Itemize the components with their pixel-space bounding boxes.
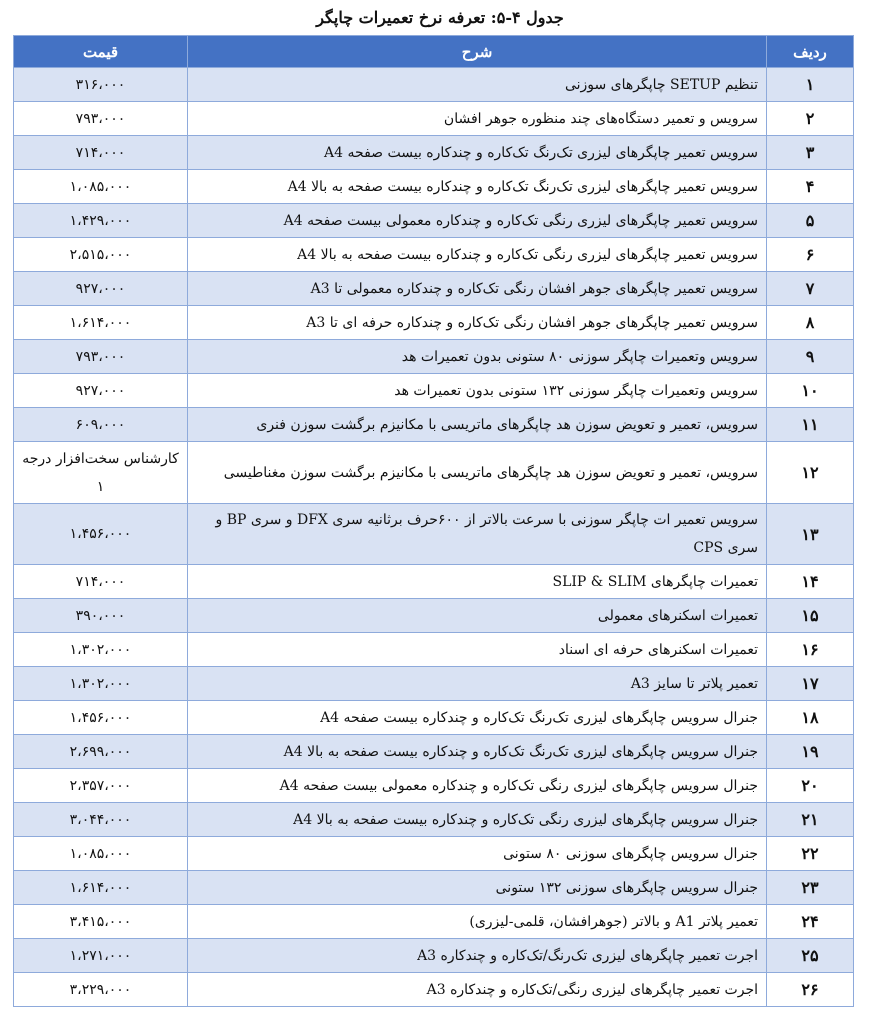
row-number: ۲۴ bbox=[767, 905, 854, 939]
table-row bbox=[14, 102, 854, 136]
table-row bbox=[14, 565, 854, 599]
row-price: ۱،۳۰۲،۰۰۰ bbox=[14, 667, 188, 701]
table-row bbox=[14, 306, 854, 340]
header-row-number: ردیف bbox=[767, 36, 854, 68]
row-number: ۲ bbox=[767, 102, 854, 136]
row-number: ۱۳ bbox=[767, 504, 854, 565]
row-number: ۲۵ bbox=[767, 939, 854, 973]
row-number: ۲۶ bbox=[767, 973, 854, 1007]
row-description: جنرال سرویس چاپگرهای لیزری تک‌رنگ تک‌کاره و چندکاره بیست صفحه به بالا A4 bbox=[188, 735, 767, 769]
row-description: سرویس تعمیر چاپگرهای جوهر افشان رنگی تک‌کاره و چندکاره حرفه ای تا A3 bbox=[188, 306, 767, 340]
row-number: ۱۹ bbox=[767, 735, 854, 769]
row-description: تنظیم SETUP چاپگرهای سوزنی bbox=[188, 68, 767, 102]
row-number: ۱۰ bbox=[767, 374, 854, 408]
row-number: ۱ bbox=[767, 68, 854, 102]
row-description: جنرال سرویس چاپگرهای سوزنی ۱۳۲ ستونی bbox=[188, 871, 767, 905]
table-row bbox=[14, 973, 854, 1007]
table-caption: جدول ۴-۵: تعرفه نرخ تعمیرات چاپگر bbox=[316, 8, 564, 27]
row-price: ۹۲۷،۰۰۰ bbox=[14, 272, 188, 306]
row-number: ۱۴ bbox=[767, 565, 854, 599]
header-row bbox=[14, 36, 854, 68]
row-price: ۶۰۹،۰۰۰ bbox=[14, 408, 188, 442]
row-price: ۳۱۶،۰۰۰ bbox=[14, 68, 188, 102]
row-number: ۶ bbox=[767, 238, 854, 272]
table-row bbox=[14, 939, 854, 973]
row-description: جنرال سرویس چاپگرهای سوزنی ۸۰ ستونی bbox=[188, 837, 767, 871]
table-row bbox=[14, 272, 854, 306]
table-row bbox=[14, 504, 854, 565]
table-row bbox=[14, 340, 854, 374]
row-number: ۴ bbox=[767, 170, 854, 204]
row-price: ۷۱۴،۰۰۰ bbox=[14, 565, 188, 599]
row-price: ۲،۵۱۵،۰۰۰ bbox=[14, 238, 188, 272]
row-number: ۲۱ bbox=[767, 803, 854, 837]
table-row bbox=[14, 803, 854, 837]
row-description: تعمیرات چاپگرهای SLIP & SLIM bbox=[188, 565, 767, 599]
row-number: ۹ bbox=[767, 340, 854, 374]
header-description: شرح bbox=[188, 36, 767, 68]
row-description: سرویس تعمیر چاپگرهای لیزری رنگی تک‌کاره و چندکاره بیست صفحه به بالا A4 bbox=[188, 238, 767, 272]
row-price: ۷۹۳،۰۰۰ bbox=[14, 340, 188, 374]
row-description: سرویس تعمیر ات چاپگر سوزنی با سرعت بالاتر از ۶۰۰حرف برثانیه سری DFX و سری BP و سری CPS bbox=[188, 504, 767, 565]
row-price: ۱،۴۵۶،۰۰۰ bbox=[14, 504, 188, 565]
table-row bbox=[14, 735, 854, 769]
row-number: ۸ bbox=[767, 306, 854, 340]
row-description: اجرت تعمیر چاپگرهای لیزری تک‌رنگ/تک‌کاره و چندکاره A3 bbox=[188, 939, 767, 973]
table-row bbox=[14, 374, 854, 408]
row-number: ۳ bbox=[767, 136, 854, 170]
row-price: ۷۹۳،۰۰۰ bbox=[14, 102, 188, 136]
row-price: ۱،۶۱۴،۰۰۰ bbox=[14, 871, 188, 905]
row-description: سرویس تعمیر چاپگرهای لیزری تک‌رنگ تک‌کاره و چندکاره بیست صفحه A4 bbox=[188, 136, 767, 170]
table-row bbox=[14, 667, 854, 701]
row-description: سرویس وتعمیرات چاپگر سوزنی ۸۰ ستونی بدون تعمیرات هد bbox=[188, 340, 767, 374]
table-row bbox=[14, 238, 854, 272]
row-description: سرویس، تعمیر و تعویض سوزن هد چاپگرهای ماتریسی با مکانیزم برگشت سوزن مغناطیسی bbox=[188, 442, 767, 504]
row-price: ۱،۶۱۴،۰۰۰ bbox=[14, 306, 188, 340]
table-row bbox=[14, 68, 854, 102]
table-row bbox=[14, 701, 854, 735]
table-row bbox=[14, 633, 854, 667]
row-number: ۱۶ bbox=[767, 633, 854, 667]
row-description: سرویس تعمیر چاپگرهای جوهر افشان رنگی تک‌کاره و چندکاره معمولی تا A3 bbox=[188, 272, 767, 306]
row-price: ۱،۳۰۲،۰۰۰ bbox=[14, 633, 188, 667]
header-price: قیمت bbox=[14, 36, 188, 68]
row-description: جنرال سرویس چاپگرهای لیزری رنگی تک‌کاره و چندکاره معمولی بیست صفحه A4 bbox=[188, 769, 767, 803]
row-description: سرویس تعمیر چاپگرهای لیزری رنگی تک‌کاره و چندکاره معمولی بیست صفحه A4 bbox=[188, 204, 767, 238]
table-row bbox=[14, 408, 854, 442]
row-number: ۱۱ bbox=[767, 408, 854, 442]
row-price: کارشناس سخت‌افزار درجه ۱ bbox=[14, 442, 188, 504]
row-price: ۳۹۰،۰۰۰ bbox=[14, 599, 188, 633]
row-description: سرویس تعمیر چاپگرهای لیزری تک‌رنگ تک‌کاره و چندکاره بیست صفحه به بالا A4 bbox=[188, 170, 767, 204]
row-description: تعمیر پلاتر A1 و بالاتر (جوهرافشان، قلمی-لیزری) bbox=[188, 905, 767, 939]
row-price: ۳،۲۲۹،۰۰۰ bbox=[14, 973, 188, 1007]
table-row bbox=[14, 905, 854, 939]
row-description: اجرت تعمیر چاپگرهای لیزری رنگی/تک‌کاره و چندکاره A3 bbox=[188, 973, 767, 1007]
row-price: ۱،۲۷۱،۰۰۰ bbox=[14, 939, 188, 973]
row-number: ۲۳ bbox=[767, 871, 854, 905]
table-row bbox=[14, 871, 854, 905]
table-header bbox=[14, 36, 854, 68]
row-number: ۲۰ bbox=[767, 769, 854, 803]
table-row bbox=[14, 769, 854, 803]
row-price: ۷۱۴،۰۰۰ bbox=[14, 136, 188, 170]
row-number: ۱۲ bbox=[767, 442, 854, 504]
row-description: جنرال سرویس چاپگرهای لیزری تک‌رنگ تک‌کاره و چندکاره بیست صفحه A4 bbox=[188, 701, 767, 735]
row-number: ۵ bbox=[767, 204, 854, 238]
row-description: تعمیرات اسکنرهای معمولی bbox=[188, 599, 767, 633]
row-description: تعمیر پلاتر تا سایز A3 bbox=[188, 667, 767, 701]
row-price: ۲،۶۹۹،۰۰۰ bbox=[14, 735, 188, 769]
row-price: ۳،۴۱۵،۰۰۰ bbox=[14, 905, 188, 939]
row-description: سرویس و تعمیر دستگاه‌های چند منظوره جوهر افشان bbox=[188, 102, 767, 136]
table-row bbox=[14, 170, 854, 204]
row-description: سرویس، تعمیر و تعویض سوزن هد چاپگرهای ماتریسی با مکانیزم برگشت سوزن فنری bbox=[188, 408, 767, 442]
row-price: ۲،۳۵۷،۰۰۰ bbox=[14, 769, 188, 803]
table-body bbox=[14, 68, 854, 1007]
row-price: ۱،۴۵۶،۰۰۰ bbox=[14, 701, 188, 735]
row-number: ۱۷ bbox=[767, 667, 854, 701]
row-description: جنرال سرویس چاپگرهای لیزری رنگی تک‌کاره و چندکاره بیست صفحه به بالا A4 bbox=[188, 803, 767, 837]
row-number: ۱۸ bbox=[767, 701, 854, 735]
row-price: ۱،۴۲۹،۰۰۰ bbox=[14, 204, 188, 238]
row-price: ۱،۰۸۵،۰۰۰ bbox=[14, 837, 188, 871]
table-row bbox=[14, 136, 854, 170]
row-price: ۱،۰۸۵،۰۰۰ bbox=[14, 170, 188, 204]
tariff-table bbox=[13, 35, 854, 1007]
row-price: ۳،۰۴۴،۰۰۰ bbox=[14, 803, 188, 837]
table-row bbox=[14, 837, 854, 871]
row-number: ۷ bbox=[767, 272, 854, 306]
table-row bbox=[14, 442, 854, 504]
table-row bbox=[14, 204, 854, 238]
table-row bbox=[14, 599, 854, 633]
row-number: ۱۵ bbox=[767, 599, 854, 633]
row-description: سرویس وتعمیرات چاپگر سوزنی ۱۳۲ ستونی بدون تعمیرات هد bbox=[188, 374, 767, 408]
row-price: ۹۲۷،۰۰۰ bbox=[14, 374, 188, 408]
row-description: تعمیرات اسکنرهای حرفه ای اسناد bbox=[188, 633, 767, 667]
row-number: ۲۲ bbox=[767, 837, 854, 871]
